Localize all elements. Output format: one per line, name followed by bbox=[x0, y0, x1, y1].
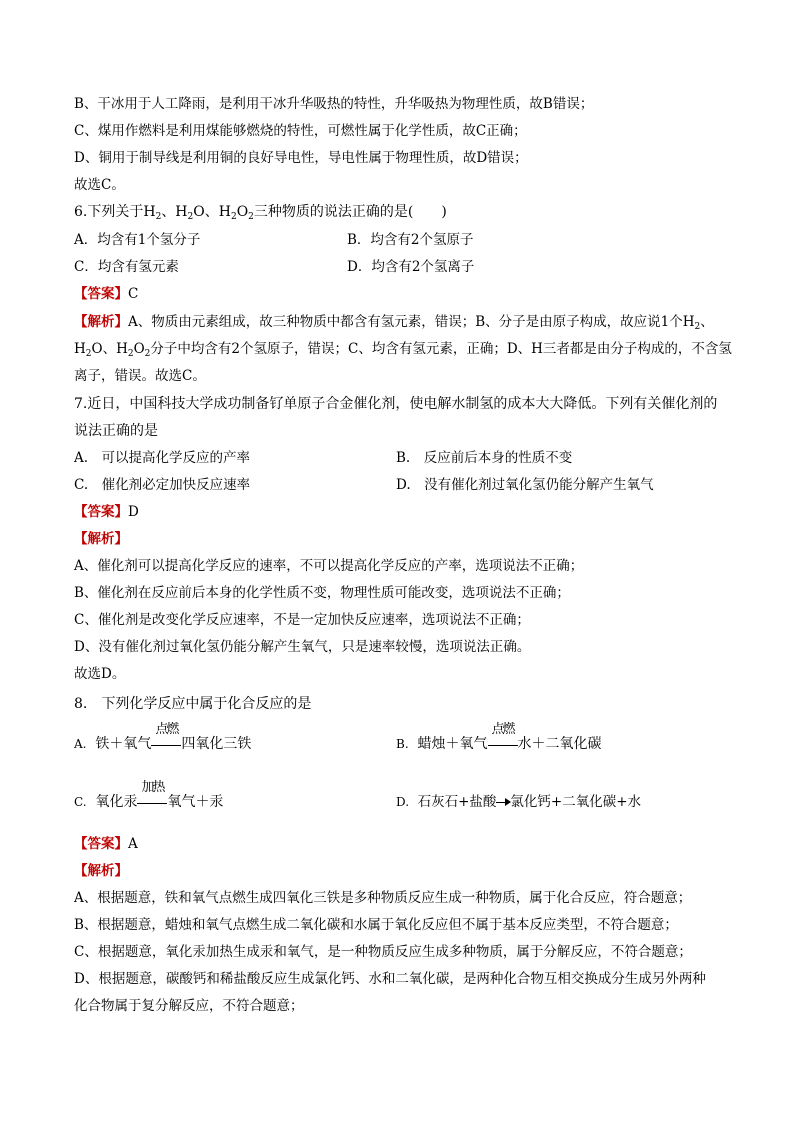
reaction-condition-arrow: 加热 bbox=[137, 793, 167, 811]
q7-stem-line-1: 7.近日，中国科技大学成功制备钌单原子合金催化剂，使电解水制氢的成本大大降低。下列有关催化剂的 bbox=[74, 396, 718, 412]
reaction-condition-arrow: 点燃 bbox=[151, 735, 181, 753]
q7-analysis-b: B、催化剂在反应前后本身的化学性质不变，物理性质可能改变，选项说法不正确； bbox=[74, 585, 570, 601]
q6-analysis-line-1: 【解析】A、物质由元素组成，故三种物质中都含有氢元素，错误；B、分子是由原子构成，故应说1个$H_2$、 bbox=[74, 314, 714, 332]
q8-analysis-b: B、根据题意，蜡烛和氧气点燃生成二氧化碳和水属于氧化反应但不属于基本反应类型，不符合题意； bbox=[74, 917, 678, 933]
q7-analysis-c: C、催化剂是改变化学反应速率，不是一定加快反应速率，选项说法不正确； bbox=[74, 612, 530, 628]
q8-answer: 【答案】A bbox=[74, 836, 138, 852]
q6-option-c: C．均含有氢元素 bbox=[74, 259, 179, 275]
q7-analysis-d: D、没有催化剂过氧化氢仍能分解产生氧气，只是速率较慢，选项说法正确。 bbox=[74, 639, 531, 655]
q8-analysis-c: C、根据题意，氧化汞加热生成汞和氧气，是一种物质反应生成多种物质，属于分解反应，不符合题意； bbox=[74, 944, 692, 960]
q8-option-c: C. 氧化汞 加热 氧气＋汞 bbox=[74, 780, 224, 810]
q7-option-c: C. 催化剂必定加快反应速率 bbox=[74, 477, 251, 493]
q6-option-b: B．均含有2个氢原子 bbox=[347, 232, 474, 248]
q6-option-a: A．均含有1个氢分子 bbox=[74, 232, 201, 248]
q8-option-b: B. 蜡烛＋氧气 点燃 水＋二氧化碳 bbox=[396, 722, 602, 752]
reaction-condition-arrow: 点燃 bbox=[488, 735, 518, 753]
q6-stem: 6.下列关于$H_2$、$H_2O$、$H_2O_2$三种物质的说法正确的是( ) bbox=[74, 204, 447, 222]
q7-analysis-tag: 【解析】 bbox=[74, 531, 128, 547]
q8-analysis-tag: 【解析】 bbox=[74, 863, 128, 879]
q8-analysis-a: A、根据题意，铁和氧气点燃生成四氧化三铁是多种物质反应生成一种物质，属于化合反应，符合题意； bbox=[74, 890, 692, 906]
q7-option-b: B. 反应前后本身的性质不变 bbox=[396, 450, 573, 466]
prev-conclusion: 故选C。 bbox=[74, 177, 125, 193]
q7-analysis-a: A、催化剂可以提高化学反应的速率，不可以提高化学反应的产率，选项说法不正确； bbox=[74, 558, 584, 574]
q8-analysis-d-line-1: D、根据题意，碳酸钙和稀盐酸反应生成氯化钙、水和二氧化碳，是两种化合物互相交换成分生成另外两种 bbox=[74, 971, 706, 987]
prev-analysis-b: B、干冰用于人工降雨，是利用干冰升华吸热的特性，升华吸热为物理性质，故B错误； bbox=[74, 96, 594, 112]
q7-answer: 【答案】D bbox=[74, 504, 139, 520]
q6-analysis-line-2: $H_2O$、$H_2O_2$分子中均含有2个氢原子，错误；C、均含有氢元素，正确；D、H三者都是由分子构成的，不含氢 bbox=[74, 341, 732, 359]
q7-option-d: D. 没有催化剂过氧化氢仍能分解产生氧气 bbox=[396, 477, 654, 493]
prev-analysis-c: C、煤用作燃料是利用煤能够燃烧的特性，可燃性属于化学性质，故C正确； bbox=[74, 123, 527, 139]
q7-stem-line-2: 说法正确的是 bbox=[74, 423, 158, 439]
q8-option-a: A. 铁＋氧气 点燃 四氧化三铁 bbox=[74, 722, 252, 752]
q8-option-d: D. 石灰石+盐酸 氯化钙+二氧化碳+水 bbox=[396, 794, 642, 810]
arrow-icon bbox=[496, 793, 510, 811]
q6-answer: 【答案】C bbox=[74, 286, 139, 302]
q8-analysis-d-line-2: 化合物属于复分解反应，不符合题意； bbox=[74, 998, 304, 1014]
q6-analysis-line-3: 离子，错误。故选C。 bbox=[74, 368, 206, 384]
q6-option-d: D．均含有2个氢离子 bbox=[347, 259, 475, 275]
q7-option-a: A. 可以提高化学反应的产率 bbox=[74, 450, 251, 466]
q8-stem: 8. 下列化学反应中属于化合反应的是 bbox=[74, 696, 312, 712]
q7-conclusion: 故选D。 bbox=[74, 666, 126, 682]
prev-analysis-d: D、铜用于制导线是利用铜的良好导电性，导电性属于物理性质，故D错误； bbox=[74, 150, 528, 166]
